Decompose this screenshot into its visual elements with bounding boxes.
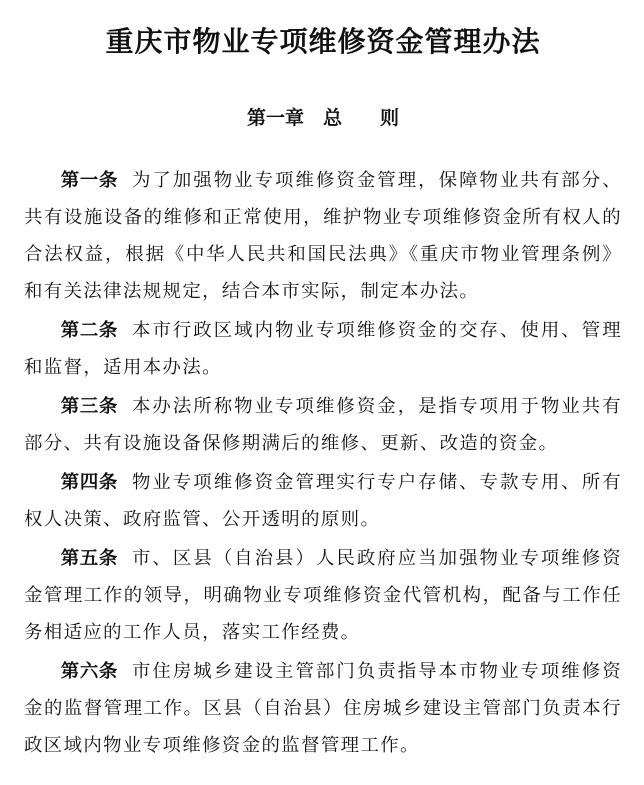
article-number: 第四条 (60, 472, 118, 493)
article-text: 市、区县（自治县）人民政府应当加强物业专项维修资金管理工作的领导，明确物业专项维修资金代管机构，配备与工作任务相适应的工作人员，落实工作经费。 (24, 548, 622, 643)
article-text: 物业专项维修资金管理实行专户存储、专款专用、所有权人决策、政府监管、公开透明的原则。 (24, 472, 622, 530)
article-number: 第一条 (60, 170, 118, 191)
article-number: 第六条 (60, 661, 118, 682)
article-text: 为了加强物业专项维修资金管理，保障物业共有部分、共有设施设备的维修和正常使用，维护物业专项维修资金所有权人的合法权益，根据《中华人民共和国民法典》《重庆市物业管理条例》和有关法律法规规定，结合本市实际，制定本办法。 (24, 170, 622, 302)
article-list (24, 162, 622, 764)
article-1 (24, 162, 622, 310)
document-title: 重庆市物业专项维修资金管理办法 (105, 25, 541, 58)
chapter-heading: 第一章 总 则 (246, 107, 399, 129)
article-5 (24, 540, 622, 651)
article-number: 第三条 (60, 396, 118, 417)
article-4 (24, 464, 622, 538)
article-text: 本办法所称物业专项维修资金，是指专项用于物业共有部分、共有设施设备保修期满后的维修、更新、改造的资金。 (24, 396, 622, 454)
article-6 (24, 653, 622, 764)
article-number: 第二条 (60, 320, 118, 341)
article-number: 第五条 (60, 548, 118, 569)
article-2 (24, 312, 622, 386)
article-text: 市住房城乡建设主管部门负责指导本市物业专项维修资金的监督管理工作。区县（自治县）住房城乡建设主管部门负责本行政区域内物业专项维修资金的监督管理工作。 (24, 661, 622, 756)
article-text: 本市行政区域内物业专项维修资金的交存、使用、管理和监督，适用本办法。 (24, 320, 622, 378)
article-3 (24, 388, 622, 462)
